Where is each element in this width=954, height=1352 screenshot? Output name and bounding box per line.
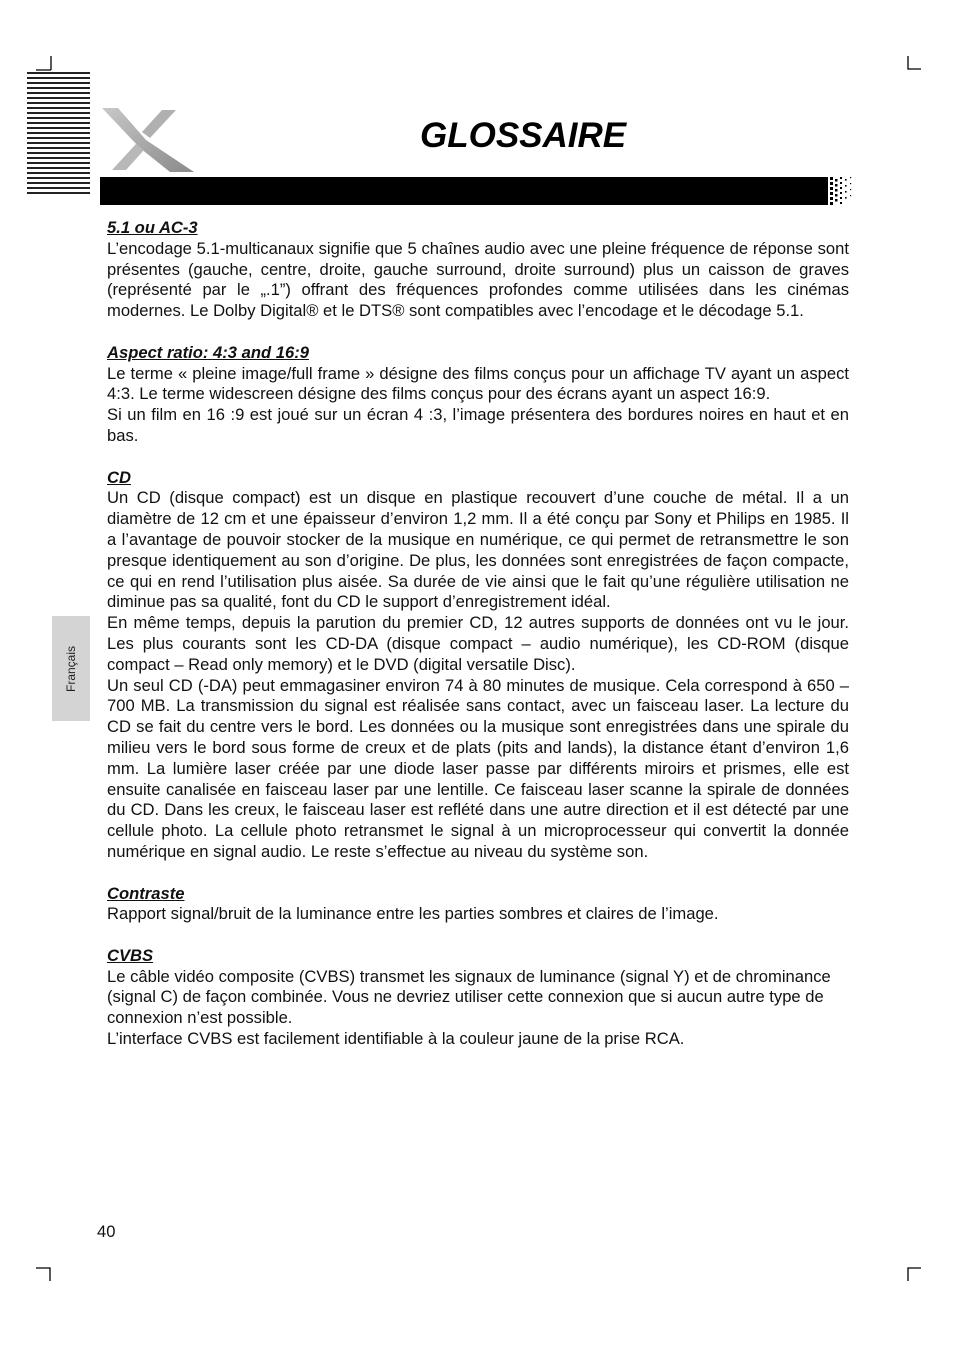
crop-mark-top-left <box>36 56 56 72</box>
crop-mark-bottom-left <box>36 1266 54 1282</box>
glossary-entry-contraste <box>107 884 849 926</box>
glossary-definition: Un seul CD (-DA) peut emmagasiner environ 74 à 80 minutes de musique. Cela correspond à 650 – 700 MB. La transmission du signal est réalisée sans contact, avec un faisceau laser. La lecture du CD se fait du centre vers le bord. Les données ou la musique sont enregistrées dans une spirale du milieu vers le bord sous forme de creux et de plats (pits and lands), la distance étant d’environ 1,6 mm. La lumière laser créée par une diode laser passe par différents miroirs et prismes, elle est ensuite canalisée en faisceau laser par une lentille. Ce faisceau laser scanne la spirale de données du CD. Dans les creux, le faisceau laser est reflété dans une autre direction et il est détecté par une cellule photo. La cellule photo retransmet le signal à un microprocesseur qui convertit la donnée numérique en signal audio. Le reste s’effectue au niveau du système son. <box>107 675 849 861</box>
glossary-term: CD <box>107 467 131 487</box>
glossary-definition: Un CD (disque compact) est un disque en plastique recouvert d’une couche de métal. Il a un diamètre de 12 cm et une épaisseur d’environ 1,2 mm. Il a été conçu par Sony et Philips en 1985. Il a l’avantage de pouvoir stocker de la musique en numérique, ce qui permet de retransmettre le son presque identiquement au son d’origine. De plus, les données sont enregistrées de façon compacte, ce qui en rend l’utilisation plus aisée. Sa durée de vie ainsi que le fait qu’une régulière utilisation ne diminue pas sa qualité, font du CD le support d’enregistrement idéal. <box>107 488 849 612</box>
glossary-term: CVBS <box>107 945 154 965</box>
glossary-definition: Si un film en 16 :9 est joué sur un écran 4 :3, l’image présentera des bordures noires en haut et en bas. <box>107 405 849 445</box>
halftone-dots-decoration <box>822 177 856 205</box>
language-tab <box>52 616 90 721</box>
glossary-entry-cd <box>107 468 849 863</box>
crop-mark-top-right <box>906 56 922 72</box>
language-tab-label: Français <box>64 645 78 692</box>
glossary-term: Contraste <box>107 883 185 903</box>
glossary-definition: Rapport signal/bruit de la luminance entre les parties sombres et claires de l’image. <box>107 904 719 924</box>
glossary-entry-cvbs <box>107 946 849 1050</box>
glossary-entry-51-ac3 <box>107 218 849 322</box>
glossary-definition: Le terme « pleine image/full frame » désigne des films conçus pour un affichage TV ayant un aspect 4:3. Le terme widescreen désigne des films conçus pour des écrans ayant un aspect 16:9. <box>107 363 849 404</box>
crop-mark-bottom-right <box>906 1266 922 1282</box>
page-number: 40 <box>97 1222 116 1241</box>
glossary-term: 5.1 ou AC-3 <box>107 218 198 237</box>
glossary-definition: Le câble vidéo composite (CVBS) transmet les signaux de luminance (signal Y) et de chrominance (signal C) de façon combinée. Vous ne devriez utiliser cette connexion que si aucun autre type de connexion n’est possible. <box>107 966 831 1028</box>
decorative-stripes <box>27 72 90 200</box>
glossary-content <box>107 218 849 1071</box>
glossary-term: Aspect ratio: 4:3 and 16:9 <box>107 342 309 362</box>
x-logo-icon <box>98 104 198 176</box>
glossary-entry-aspect-ratio <box>107 343 849 447</box>
glossary-definition: En même temps, depuis la parution du premier CD, 12 autres supports de données ont vu le jour. Les plus courants sont les CD-DA (disque compact – audio numérique), les CD-ROM (disque compact – Read only memory) et le DVD (digital versatile Disc). <box>107 613 849 674</box>
header-bar <box>100 177 828 205</box>
glossary-definition: L’encodage 5.1-multicanaux signifie que 5 chaînes audio avec une pleine fréquence de réponse sont présentes (gauche, centre, droite, gauche surround, droite surround) plus un caisson de graves (représenté par le „.1”) offrant des fréquences profondes comme utilisées dans les cinémas modernes. Le Dolby Digital® et le DTS® sont compatibles avec l’encodage et le décodage 5.1. <box>107 238 849 321</box>
page-title: GLOSSAIRE <box>420 116 627 155</box>
glossary-definition: L’interface CVBS est facilement identifiable à la couleur jaune de la prise RCA. <box>107 1029 685 1049</box>
